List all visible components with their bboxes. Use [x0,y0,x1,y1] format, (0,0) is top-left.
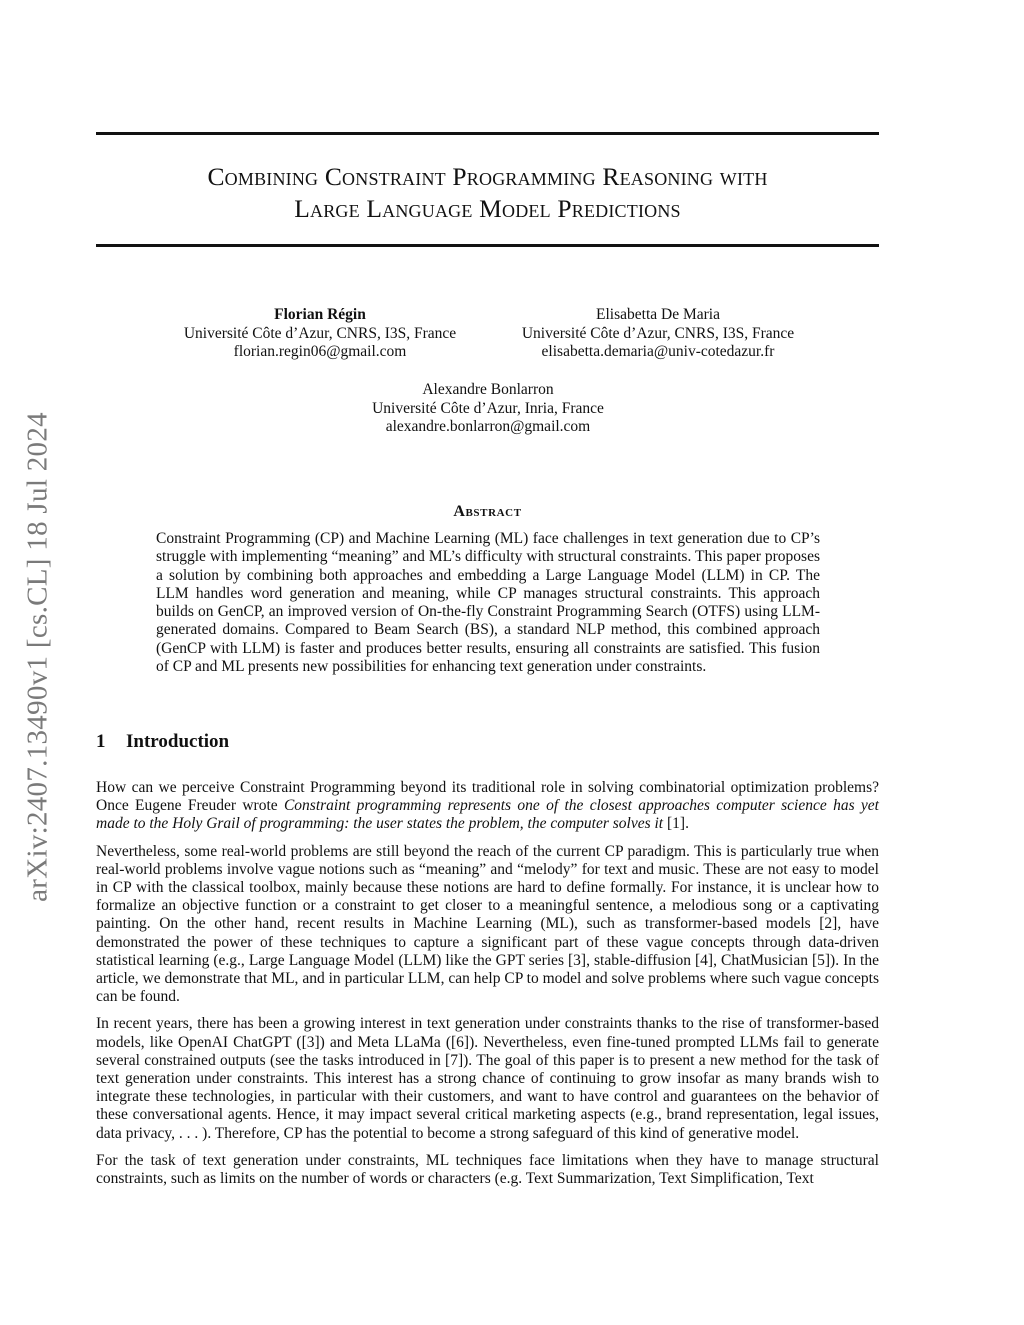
author-name: Florian Régin [274,306,366,323]
section-heading [96,731,229,753]
paper-title-line-1: Combining Constraint Programming Reasoning with [207,162,768,191]
body-paragraph-4: For the task of text generation under constraints, ML techniques face limitations when they have to manage structural constraints, such as limits on the number of words or characters (e.g. Text Summarization, Text Simplification, Text [96,1151,879,1188]
body-paragraph-3: In recent years, there has been a growing interest in text generation under constraints thanks to the rise of transformer-based models, like OpenAI ChatGPT ([3]) and Meta LLaMa ([6]). Nevertheless, even fine-tuned prompted LLMs fail to generate several constrained outputs (see the tasks introduced in [7]). The goal of this paper is to present a new method for the task of text generation under constraints. This interest has a strong chance of continuing to grow insofar as many brands wish to integrate these technologies, in particular with their customers, and want to have control and guarantees on the behavior of these conversational agents. Hence, it may impact several critical marketing aspects (e.g., brand representation, legal issues, data privacy, . . . ). Therefore, CP has the potential to become a strong safeguard of this kind of generative model. [96,1015,879,1142]
title-top-rule [96,132,879,135]
paragraph-1-text-b: [1]. [663,815,689,833]
author-email: alexandre.bonlarron@gmail.com [385,418,591,435]
section-body [96,779,879,1197]
author-block-1 [140,306,500,362]
title-bottom-rule [96,244,879,247]
author-affiliation: Université Côte d’Azur, Inria, France [372,399,604,417]
author-block-3 [308,381,668,437]
abstract-heading: Abstract [453,503,522,520]
body-paragraph-1 [96,779,879,834]
author-name: Elisabetta De Maria [596,306,720,323]
abstract-text: Constraint Programming (CP) and Machine Learning (ML) face challenges in text generation due to CP’s struggle with implementing “meaning” and ML’s difficulty with structural constraints. This paper proposes a solution by combining both approaches and embedding a Large Language Model (LLM) in CP. The LLM handles word generation and meaning, while CP manages structural constraints. This approach builds on GenCP, an improved version of On-the-fly Constraint Programming Search (OTFS) using LLM-generated domains. Compared to Beam Search (BS), a standard NLP method, this combined approach (GenCP with LLM) is faster and produces better results, ensuring all constraints are satisfied. This fusion of CP and ML presents new possibilities for enhancing text generation under constraints. [156,530,820,676]
paper-title-line-2: Large Language Model Predictions [294,194,681,223]
arxiv-sidebar-stamp [12,372,64,942]
section-number: 1 [96,731,106,752]
author-email: florian.regin06@gmail.com [233,343,407,360]
author-email: elisabetta.demaria@univ-cotedazur.fr [541,343,775,360]
author-affiliation: Université Côte d’Azur, CNRS, I3S, France [183,324,457,342]
section-title: Introduction [126,731,230,752]
arxiv-identifier: arXiv:2407.13490v1 [cs.CL] 18 Jul 2024 [21,412,54,902]
paragraph-1-text-a: How can we perceive Constraint Programming beyond its traditional role in solving combinatorial optimization problems? Once Eugene Freuder wrote [96,779,879,815]
freuder-quote: Constraint programming represents one of the closest approaches computer science has yet made to the Holy Grail of programming: the user states the problem, the computer solves it [96,797,879,833]
author-block-2 [478,306,838,362]
author-name: Alexandre Bonlarron [422,381,554,398]
paper-title [96,161,879,225]
body-paragraph-2: Nevertheless, some real-world problems are still beyond the reach of the current CP paradigm. This is particularly true when real-world problems involve vague notions such as “meaning” and “melody” for text and music. These are not easy to model in CP with the classical toolbox, mainly because these notions are hard to define formally. For instance, it is unclear how to formalize an objective function or a constraint to get closer to a meaningful sentence, a melodious song or a captivating painting. On the other hand, recent results in Machine Learning (ML), such as transformer-based models [2], have demonstrated the power of these techniques to capture a significant part of these vague concepts through data-driven statistical learning (e.g., Large Language Model (LLM) like the GPT series [3], stable-diffusion [4], ChatMusician [5]). In the article, we demonstrate that ML, and in particular LLM, can help CP to model and solve problems where such vague concepts can be found. [96,842,879,1006]
author-affiliation: Université Côte d’Azur, CNRS, I3S, France [521,324,795,342]
